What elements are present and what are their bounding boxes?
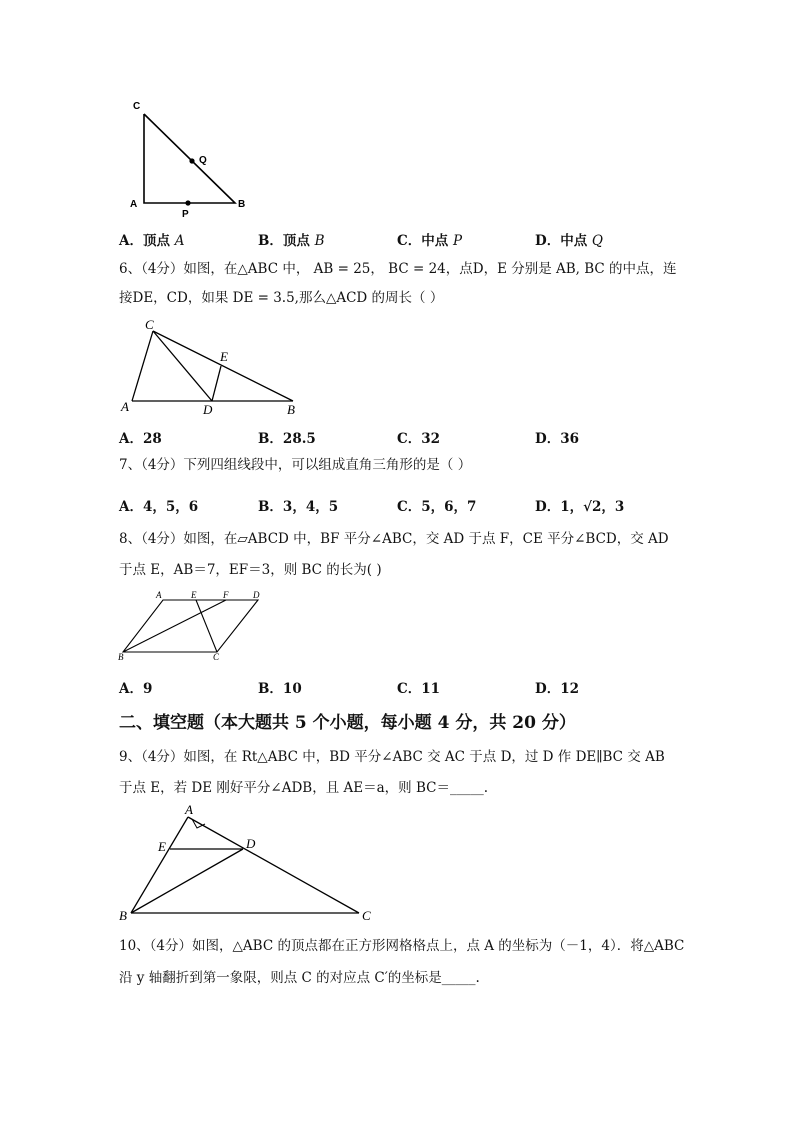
- q6-option-b: B．28.5: [258, 431, 316, 447]
- q5-point-q: [189, 158, 194, 163]
- q5-option-d: D．中点 Q: [535, 233, 603, 249]
- q5-triangle: [144, 114, 235, 203]
- q6-option-c: C．32: [397, 431, 441, 447]
- q10-stem-line1: 10、（4分）如图，△ABC 的顶点都在正方形网格格点上，点 A 的坐标为（－1，4）．将△ABC: [119, 938, 685, 954]
- q9-label-c: C: [362, 908, 371, 923]
- q8-label-a: A: [156, 590, 162, 600]
- q9-stem-line2: 于点 E，若 DE 刚好平分∠ADB，且 AE＝a，则 BC＝_____.: [119, 780, 488, 796]
- q7-option-b: B．3，4，5: [258, 499, 339, 515]
- q8-stem-line2: 于点 E，AB＝7，EF＝3，则 BC 的长为( ): [119, 562, 382, 578]
- q9-label-d: D: [246, 836, 256, 851]
- q6-stem-line2: 接DE，CD，如果 DE = 3.5,那么△ACD 的周长（ ）: [119, 290, 444, 306]
- q9-stem-line1: 9、（4分）如图，在 Rt△ABC 中，BD 平分∠ABC 交 AC 于点 D，过 D 作 DE∥BC 交 AB: [119, 749, 665, 765]
- q8-label-e: E: [191, 590, 197, 600]
- q8-label-d: D: [253, 590, 260, 600]
- q5-label-p: P: [182, 209, 189, 220]
- q5-option-a: A．顶点 A: [119, 233, 185, 249]
- q5-point-p: [185, 200, 190, 205]
- q6-label-d: D: [203, 402, 213, 417]
- q9-figure: [115, 803, 385, 923]
- q8-option-a: A．9: [119, 681, 153, 697]
- q10-stem-line2: 沿 y 轴翻折到第一象限，则点 C 的对应点 C′的坐标是_____.: [119, 970, 480, 986]
- q5-option-b: B．顶点 B: [258, 233, 325, 249]
- q5-label-q: Q: [199, 155, 207, 166]
- q6-figure: [115, 315, 305, 420]
- q6-stem-line1: 6、（4分）如图，在△ABC 中， AB = 25， BC = 24，点D，E 分别是 AB, BC 的中点，连: [119, 261, 677, 277]
- q9-label-e: E: [158, 839, 166, 854]
- q8-option-b: B．10: [258, 681, 302, 697]
- q6-label-a: A: [121, 399, 129, 414]
- q5-label-b: B: [238, 199, 246, 210]
- q8-label-b: B: [118, 652, 124, 662]
- q7-option-a: A．4，5，6: [119, 499, 199, 515]
- q6-option-a: A．28: [119, 431, 162, 447]
- q5-label-a: A: [130, 199, 138, 210]
- q8-label-c: C: [213, 652, 220, 662]
- q9-label-a: A: [185, 803, 193, 817]
- q8-label-f: F: [223, 590, 229, 600]
- q8-stem-line1: 8、（4分）如图，在▱ABCD 中，BF 平分∠ABC，交 AD 于点 F，CE 平分∠BCD，交 AD: [119, 531, 669, 547]
- q6-label-c: C: [145, 317, 154, 332]
- q5-label-c: C: [133, 101, 141, 112]
- q8-option-d: D．12: [535, 681, 580, 697]
- q7-option-c: C．5，6，7: [397, 499, 477, 515]
- q8-figure: [115, 588, 275, 663]
- section-title: 二、填空题（本大题共 5 个小题，每小题 4 分，共 20 分）: [119, 713, 576, 733]
- q7-stem: 7、（4分）下列四组线段中，可以组成直角三角形的是（ ）: [119, 457, 472, 473]
- q5-option-c: C．中点 P: [397, 233, 463, 249]
- q7-option-d: D．1，√2，3: [535, 499, 625, 515]
- q6-option-d: D．36: [535, 431, 580, 447]
- q8-option-c: C．11: [397, 681, 441, 697]
- q6-label-e: E: [220, 349, 228, 364]
- q9-label-b: B: [119, 908, 127, 923]
- q5-figure: [125, 95, 255, 220]
- q6-label-b: B: [287, 402, 295, 417]
